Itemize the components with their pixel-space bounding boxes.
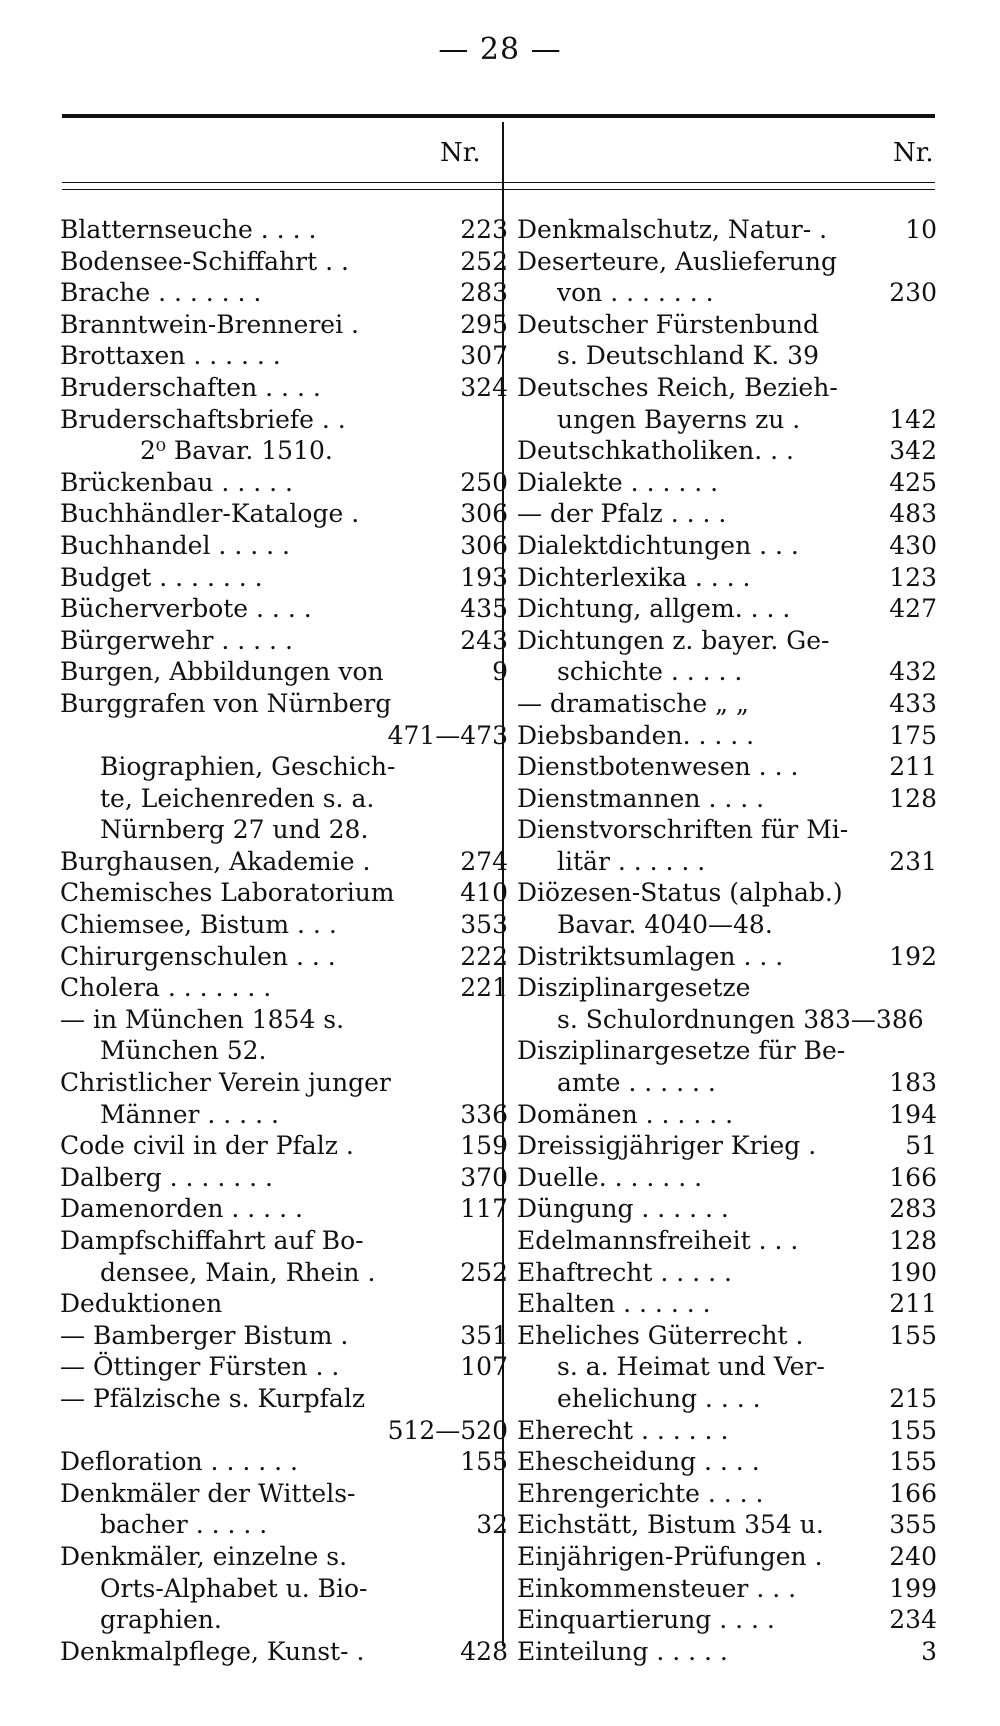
- entry-term: s. a. Heimat und Ver-: [557, 1352, 825, 1382]
- entry-number: 211: [889, 752, 937, 782]
- entry-term: Einteilung . . . . .: [517, 1636, 728, 1666]
- entry-term: s. Schulordnungen 383—386: [557, 1004, 924, 1034]
- entry-term: te, Leichenreden s. a.: [100, 783, 375, 813]
- entry-term: Nürnberg 27 und 28.: [100, 815, 369, 845]
- index-entry: [60, 1383, 490, 1415]
- entry-number: 410: [460, 878, 508, 908]
- index-entry: [517, 1162, 937, 1194]
- entry-term: Bruderschaften . . . .: [60, 372, 321, 402]
- entry-term: Chiemsee, Bistum . . .: [60, 910, 337, 940]
- entry-term: ungen Bayerns zu .: [557, 404, 801, 434]
- entry-number: 142: [889, 404, 937, 434]
- entry-term: — Bamberger Bistum .: [60, 1320, 349, 1350]
- index-entry: [60, 404, 490, 436]
- entry-number: 427: [889, 594, 937, 624]
- index-entry: [60, 1257, 508, 1289]
- entry-term: Dialektdichtungen . . .: [517, 530, 799, 560]
- left-column: [60, 214, 508, 1667]
- index-entry: [60, 467, 508, 499]
- entry-number: 3: [921, 1636, 937, 1666]
- header-rule-upper: [62, 182, 935, 183]
- entry-term: Dreissigjähriger Krieg .: [517, 1131, 817, 1161]
- page-number: — 28 —: [438, 32, 562, 67]
- entry-term: Einkommensteuer . . .: [517, 1573, 797, 1603]
- entry-number: 155: [460, 1447, 508, 1477]
- index-entry: [60, 498, 508, 530]
- entry-term: Eichstätt, Bistum 354 u.: [517, 1510, 824, 1540]
- entry-term: 2⁰ Bavar. 1510.: [140, 436, 333, 466]
- index-entry: [517, 1541, 937, 1573]
- entry-number: 306: [460, 530, 508, 560]
- index-entry: [60, 246, 508, 278]
- index-entry: [60, 1193, 508, 1225]
- index-entry: [517, 1509, 937, 1541]
- header-nr-left: Nr.: [440, 138, 481, 168]
- entry-number: 166: [889, 1478, 937, 1508]
- entry-term: Bavar. 4040—48.: [557, 910, 773, 940]
- entry-term: Buchhändler-Kataloge .: [60, 499, 360, 529]
- entry-term: Deutschkatholiken. . .: [517, 436, 794, 466]
- entry-number: 471—473: [387, 720, 508, 750]
- entry-number: 193: [460, 562, 508, 592]
- entry-term: Blatternseuche . . . .: [60, 215, 317, 244]
- entry-term: Dienstvorschriften für Mi-: [517, 815, 849, 845]
- entry-number: 230: [889, 278, 937, 308]
- entry-term: schichte . . . . .: [557, 657, 743, 687]
- index-entry: [60, 1320, 508, 1352]
- entry-number: 215: [889, 1383, 937, 1413]
- entry-term: Dalberg . . . . . . .: [60, 1162, 273, 1192]
- index-entry: [517, 309, 937, 341]
- entry-number: 240: [889, 1541, 937, 1571]
- entry-number: 194: [889, 1099, 937, 1129]
- index-entry: [517, 1225, 937, 1257]
- entry-term: Edelmannsfreiheit . . .: [517, 1226, 799, 1255]
- entry-number: 155: [889, 1320, 937, 1350]
- entry-term: Christlicher Verein junger: [60, 1068, 391, 1098]
- entry-term: Biographien, Geschich-: [100, 752, 396, 782]
- entry-term: Männer . . . . .: [100, 1099, 279, 1129]
- entry-term: Ehescheidung . . . .: [517, 1447, 760, 1477]
- index-entry: [517, 1573, 937, 1605]
- entry-number: 435: [460, 594, 508, 624]
- index-entry: [517, 1351, 937, 1383]
- entry-term: Denkmäler der Wittels-: [60, 1478, 356, 1508]
- index-entry: [517, 246, 937, 278]
- entry-term: — in München 1854 s.: [60, 1004, 345, 1034]
- entry-number: 231: [889, 846, 937, 876]
- index-entry: [517, 656, 937, 688]
- entry-term: Cholera . . . . . . .: [60, 973, 272, 1003]
- index-entry: [517, 467, 937, 499]
- top-rule: [62, 114, 935, 118]
- index-entry: [517, 340, 937, 372]
- index-entry: [517, 562, 937, 594]
- entry-term: Bürgerwehr . . . . .: [60, 625, 293, 655]
- index-entry: [60, 562, 508, 594]
- index-entry: [60, 1541, 490, 1573]
- entry-number: 159: [460, 1131, 508, 1161]
- index-entry: [60, 435, 490, 467]
- index-entry: [60, 877, 508, 909]
- entry-term: Bücherverbote . . . .: [60, 594, 312, 624]
- entry-number: 211: [889, 1289, 937, 1319]
- index-entry: [517, 1130, 937, 1162]
- entry-number: 250: [460, 467, 508, 497]
- entry-number: 428: [460, 1636, 508, 1666]
- index-entry: [60, 372, 508, 404]
- index-entry: [60, 1099, 508, 1131]
- index-entry: [60, 1288, 490, 1320]
- entry-term: Deutsches Reich, Bezieh-: [517, 372, 838, 402]
- index-entry: [60, 1035, 490, 1067]
- index-entry: [517, 783, 937, 815]
- entry-number: 351: [460, 1320, 508, 1350]
- entry-number: 183: [889, 1068, 937, 1098]
- entry-term: Dienstbotenwesen . . .: [517, 752, 799, 782]
- entry-term: Denkmalschutz, Natur- .: [517, 215, 828, 244]
- index-entry: [517, 846, 937, 878]
- index-entry: [517, 1193, 937, 1225]
- entry-term: von . . . . . . .: [557, 278, 714, 308]
- entry-term: Dichterlexika . . . .: [517, 562, 751, 592]
- index-entry: [517, 1099, 937, 1131]
- entry-term: Deserteure, Auslieferung: [517, 246, 837, 276]
- entry-term: Düngung . . . . . .: [517, 1194, 729, 1224]
- entry-term: bacher . . . . .: [100, 1510, 268, 1540]
- entry-number: 32: [476, 1510, 508, 1540]
- index-entry: [60, 1446, 508, 1478]
- index-entry: [60, 1225, 490, 1257]
- entry-term: Deduktionen: [60, 1289, 223, 1319]
- index-entry: [517, 1067, 937, 1099]
- entry-term: Branntwein-Brennerei .: [60, 309, 359, 339]
- index-entry: [60, 941, 508, 973]
- entry-number: 432: [889, 657, 937, 687]
- entry-number: 295: [460, 309, 508, 339]
- entry-number: 324: [460, 372, 508, 402]
- index-entry: [517, 498, 937, 530]
- index-entry: [517, 877, 937, 909]
- entry-term: Disziplinargesetze: [517, 973, 751, 1003]
- index-entry: [517, 1446, 937, 1478]
- entry-number: 190: [889, 1257, 937, 1287]
- entry-term: Denkmalpflege, Kunst- .: [60, 1636, 365, 1666]
- entry-number: 353: [460, 910, 508, 940]
- entry-number: 117: [460, 1194, 508, 1224]
- entry-term: Buchhandel . . . . .: [60, 530, 290, 560]
- entry-term: Diebsbanden. . . . .: [517, 720, 755, 750]
- entry-term: Brottaxen . . . . . .: [60, 341, 281, 371]
- entry-term: Deutscher Fürstenbund: [517, 309, 819, 339]
- entry-term: Burggrafen von Nürnberg: [60, 688, 392, 718]
- index-entry: [517, 1415, 937, 1447]
- index-entry: [60, 593, 508, 625]
- index-entry: [60, 720, 508, 752]
- entry-term: Einjährigen-Prüfungen .: [517, 1541, 823, 1571]
- entry-number: 336: [460, 1099, 508, 1129]
- entry-term: Duelle. . . . . . .: [517, 1162, 703, 1192]
- entry-number: 51: [905, 1131, 937, 1161]
- index-entry: [517, 214, 937, 246]
- index-entry: [517, 909, 937, 941]
- entry-term: Eheliches Güterrecht .: [517, 1320, 804, 1350]
- entry-term: Ehalten . . . . . .: [517, 1289, 711, 1319]
- right-column: [517, 214, 937, 1667]
- entry-number: 355: [889, 1510, 937, 1540]
- index-entry: [60, 1067, 490, 1099]
- entry-number: 9: [492, 657, 508, 687]
- entry-term: Dienstmannen . . . .: [517, 783, 765, 813]
- entry-number: 425: [889, 467, 937, 497]
- entry-term: Ehrengerichte . . . .: [517, 1478, 764, 1508]
- entry-number: 222: [460, 941, 508, 971]
- entry-number: 10: [905, 215, 937, 244]
- entry-number: 252: [460, 246, 508, 276]
- entry-term: Distriktsumlagen . . .: [517, 941, 784, 971]
- entry-term: Ehaftrecht . . . . .: [517, 1257, 732, 1287]
- index-entry: [60, 688, 490, 720]
- entry-number: 155: [889, 1447, 937, 1477]
- index-entry: [60, 1004, 490, 1036]
- index-entry: [60, 972, 508, 1004]
- entry-term: Dampfschiffahrt auf Bo-: [60, 1226, 364, 1255]
- index-entry: [517, 404, 937, 436]
- entry-term: — Pfälzische s. Kurpfalz: [60, 1383, 365, 1413]
- entry-term: Denkmäler, einzelne s.: [60, 1541, 348, 1571]
- entry-number: 433: [889, 688, 937, 718]
- entry-term: densee, Main, Rhein .: [100, 1257, 376, 1287]
- entry-term: — Öttinger Fürsten . .: [60, 1352, 340, 1382]
- header-rule-lower: [62, 189, 935, 190]
- entry-number: 430: [889, 530, 937, 560]
- entry-term: Burghausen, Akademie .: [60, 846, 371, 876]
- header-nr-right: Nr.: [893, 138, 934, 168]
- index-entry: [517, 814, 937, 846]
- entry-term: Dialekte . . . . . .: [517, 467, 719, 497]
- index-entry: [60, 214, 508, 246]
- index-entry: [60, 625, 508, 657]
- index-entry: [517, 530, 937, 562]
- entry-number: 107: [460, 1352, 508, 1382]
- index-entry: [517, 1257, 937, 1289]
- index-entry: [60, 1509, 508, 1541]
- entry-term: Chirurgenschulen . . .: [60, 941, 336, 971]
- index-entry: [60, 1478, 490, 1510]
- entry-number: 175: [889, 720, 937, 750]
- index-entry: [517, 1035, 937, 1067]
- entry-number: 283: [889, 1194, 937, 1224]
- entry-term: Bruderschaftsbriefe . .: [60, 404, 346, 434]
- index-entry: [517, 625, 937, 657]
- index-entry: [517, 593, 937, 625]
- index-entry: [60, 909, 508, 941]
- entry-number: 192: [889, 941, 937, 971]
- entry-term: Diözesen-Status (alphab.): [517, 878, 843, 908]
- entry-term: Einquartierung . . . .: [517, 1605, 775, 1635]
- entry-number: 199: [889, 1573, 937, 1603]
- entry-term: Budget . . . . . . .: [60, 562, 263, 592]
- entry-term: Orts-Alphabet u. Bio-: [100, 1573, 368, 1603]
- index-entry: [60, 1130, 508, 1162]
- entry-term: ehelichung . . . .: [557, 1383, 761, 1413]
- index-entry: [517, 1383, 937, 1415]
- index-entry: [517, 1320, 937, 1352]
- entry-number: 252: [460, 1257, 508, 1287]
- index-entry: [60, 530, 508, 562]
- index-entry: [60, 846, 508, 878]
- index-entry: [517, 941, 937, 973]
- entry-term: Burgen, Abbildungen von: [60, 657, 384, 687]
- entry-term: Code civil in der Pfalz .: [60, 1131, 354, 1161]
- entry-number: 123: [889, 562, 937, 592]
- index-entry: [517, 1604, 937, 1636]
- entry-term: Bodensee-Schiffahrt . .: [60, 246, 349, 276]
- entry-number: 166: [889, 1162, 937, 1192]
- entry-term: Defloration . . . . . .: [60, 1447, 298, 1477]
- entry-term: Dichtung, allgem. . . .: [517, 594, 791, 624]
- entry-number: 234: [889, 1605, 937, 1635]
- index-entry: [60, 1351, 508, 1383]
- index-entry: [60, 1573, 490, 1605]
- index-entry: [60, 751, 490, 783]
- index-entry: [60, 656, 508, 688]
- index-entry: [60, 1636, 508, 1668]
- entry-number: 283: [460, 278, 508, 308]
- entry-number: 128: [889, 1226, 937, 1255]
- entry-term: Brache . . . . . . .: [60, 278, 262, 308]
- index-entry: [517, 1636, 937, 1668]
- entry-term: Dichtungen z. bayer. Ge-: [517, 625, 830, 655]
- index-entry: [517, 1478, 937, 1510]
- index-entry: [517, 720, 937, 752]
- entry-number: 483: [889, 499, 937, 529]
- entry-term: Disziplinargesetze für Be-: [517, 1036, 846, 1066]
- entry-number: 223: [460, 215, 508, 244]
- entry-term: Chemisches Laboratorium: [60, 878, 395, 908]
- entry-term: amte . . . . . .: [557, 1068, 716, 1098]
- index-entry: [60, 1415, 508, 1447]
- entry-term: — dramatische „ „: [517, 688, 749, 718]
- index-entry: [60, 1604, 490, 1636]
- entry-number: 221: [460, 973, 508, 1003]
- index-entry: [517, 277, 937, 309]
- entry-number: 306: [460, 499, 508, 529]
- index-entry: [60, 783, 490, 815]
- entry-term: Damenorden . . . . .: [60, 1194, 303, 1224]
- entry-number: 512—520: [387, 1415, 508, 1445]
- entry-number: 128: [889, 783, 937, 813]
- index-entry: [517, 751, 937, 783]
- index-entry: [517, 972, 937, 1004]
- entry-term: München 52.: [100, 1036, 267, 1066]
- entry-term: Brückenbau . . . . .: [60, 467, 293, 497]
- entry-number: 370: [460, 1162, 508, 1192]
- index-entry: [517, 1288, 937, 1320]
- entry-number: 274: [460, 846, 508, 876]
- entry-term: — der Pfalz . . . .: [517, 499, 727, 529]
- index-entry: [60, 309, 508, 341]
- entry-term: litär . . . . . .: [557, 846, 706, 876]
- index-entry: [517, 372, 937, 404]
- index-entry: [60, 1162, 508, 1194]
- index-entry: [517, 688, 937, 720]
- index-entry: [60, 277, 508, 309]
- entry-number: 243: [460, 625, 508, 655]
- entry-term: graphien.: [100, 1605, 222, 1635]
- index-entry: [60, 814, 490, 846]
- entry-number: 155: [889, 1415, 937, 1445]
- entry-term: s. Deutschland K. 39: [557, 341, 819, 371]
- index-entry: [517, 435, 937, 467]
- index-entry: [517, 1004, 937, 1036]
- entry-term: Domänen . . . . . .: [517, 1099, 734, 1129]
- index-entry: [60, 340, 508, 372]
- entry-term: Eherecht . . . . . .: [517, 1415, 729, 1445]
- entry-number: 307: [460, 341, 508, 371]
- entry-number: 342: [889, 436, 937, 466]
